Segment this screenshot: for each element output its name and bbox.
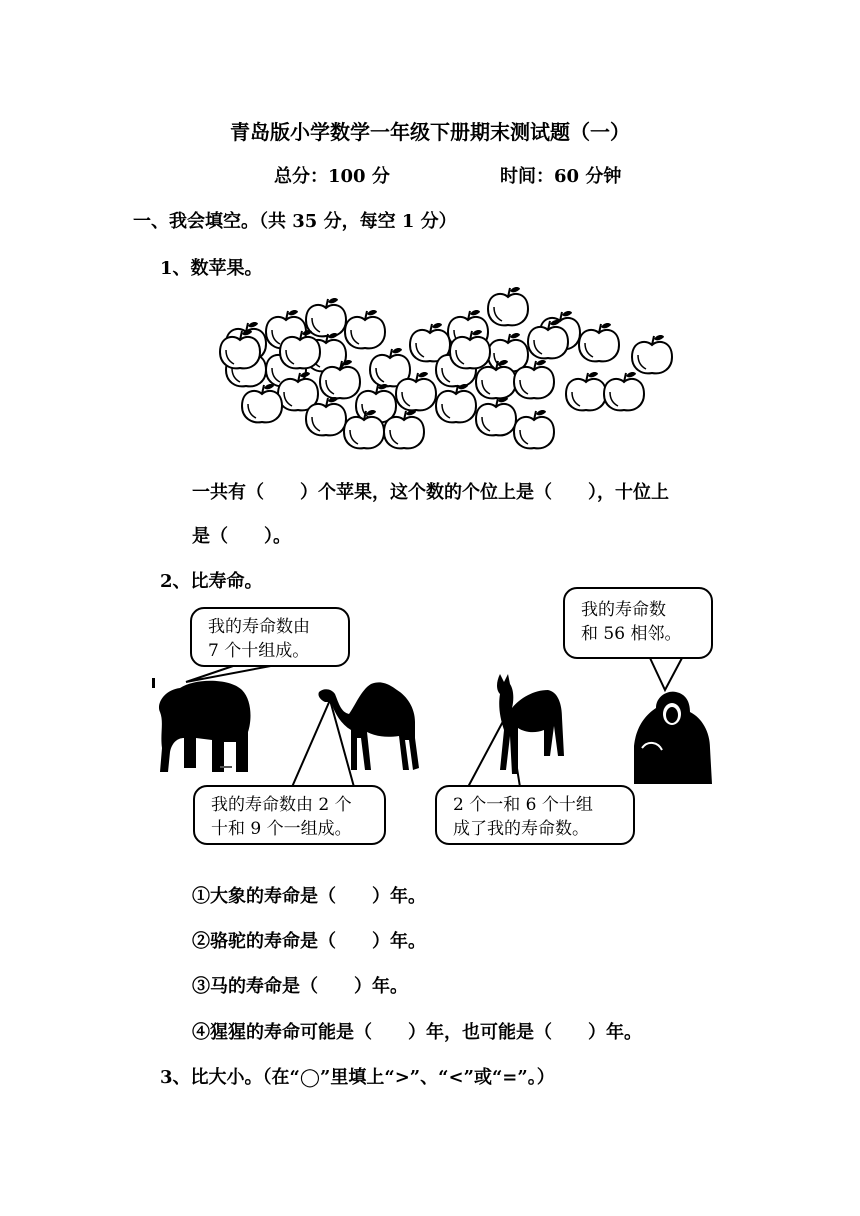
bubble-line: 和 56 相邻。	[581, 624, 682, 644]
horse-illustration	[490, 670, 566, 780]
total-score: 总分：100 分	[274, 166, 390, 187]
answer-horse: ③马的寿命是（ ）年。	[192, 976, 408, 997]
bubble-line: 我的寿命数由 2 个	[211, 795, 352, 815]
bubble-line: 成了我的寿命数。	[453, 819, 589, 839]
question-1-line-1: 一共有（ ）个苹果，这个数的个位上是（ ），十位上	[192, 482, 669, 503]
answer-camel: ②骆驼的寿命是（ ）年。	[192, 931, 426, 952]
answer-elephant: ①大象的寿命是（ ）年。	[192, 886, 426, 907]
question-3-label: 3、比大小。（在“◯”里填上“>”、“<”或“=”。）	[160, 1067, 555, 1088]
gorilla-illustration	[632, 688, 712, 784]
elephant-illustration	[150, 676, 260, 780]
speech-bubble-elephant	[190, 607, 350, 667]
page-title: 青岛版小学数学一年级下册期末测试题（一）	[230, 120, 630, 144]
bubble-line: 2 个一和 6 个十组	[453, 795, 593, 815]
question-1-line-2: 是（ ）。	[192, 526, 291, 547]
bubble-line: 我的寿命数	[581, 600, 666, 620]
camel-illustration	[315, 678, 421, 774]
answer-gorilla: ④猩猩的寿命可能是（ ）年，也可能是（ ）年。	[192, 1022, 642, 1043]
speech-bubble-camel	[193, 785, 386, 845]
question-1-label: 1、数苹果。	[160, 258, 263, 279]
question-2-label: 2、比寿命。	[160, 571, 263, 592]
section-heading: 一、我会填空。（共 35 分，每空 1 分）	[133, 211, 457, 232]
bubble-line: 十和 9 个一组成。	[211, 819, 352, 839]
time-limit: 时间：60 分钟	[500, 166, 622, 187]
speech-bubble-gorilla	[563, 587, 713, 659]
speech-bubble-horse	[435, 785, 635, 845]
bubble-line: 7 个十组成。	[208, 641, 310, 661]
bubble-line: 我的寿命数由	[208, 617, 310, 637]
